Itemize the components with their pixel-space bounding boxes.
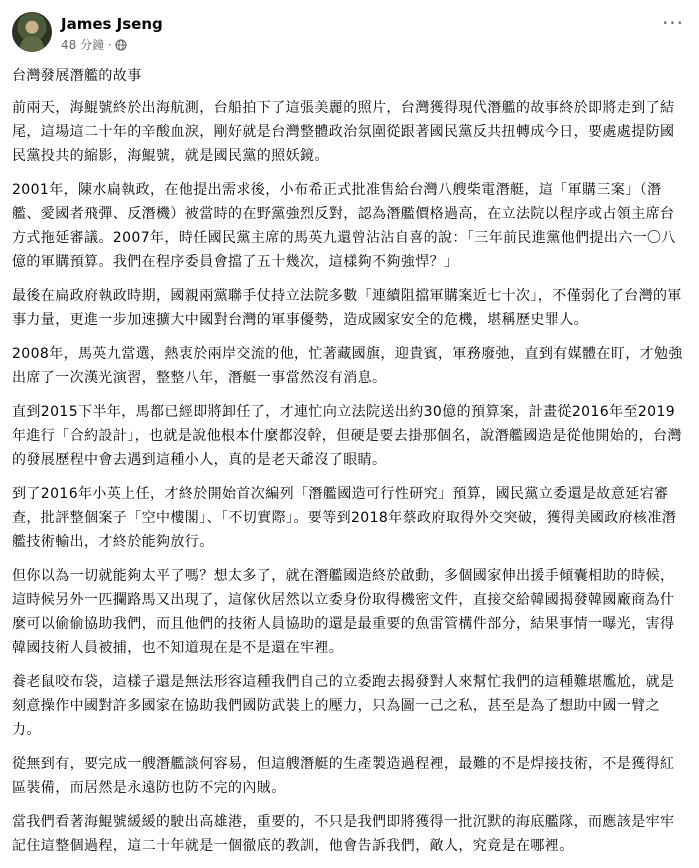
post-title: 台灣發展潛艦的故事	[12, 68, 142, 84]
post-paragraph: 從無到有，要完成一艘潛艦談何容易，但這艘潛艇的生產製造過程裡，最難的不是焊接技術，不是獲得紅區裝備，而居然是永遠防也防不完的內賊。	[12, 756, 675, 796]
post-timestamp[interactable]: 48 分鐘 ·	[61, 38, 112, 52]
post-paragraph: 前兩天，海鯤號終於出海航測，台船拍下了這張美麗的照片，台灣獲得現代潛艦的故事終於即將走到了結尾，這場這二十年的辛酸血淚，剛好就是台灣整體政治氛圍從跟著國民黨反共扭轉成今日，要處處提防國民黨投共的縮影，海鯤號，就是國民黨的照妖鏡。	[12, 100, 675, 164]
post-paragraph: 養老鼠咬布袋，這樣子還是無法形容這種我們自己的立委跑去揭發對人來幫忙我們的這種難堪尷尬，就是刻意操作中國對許多國家在協助我們國防武裝上的壓力，只為圖一己之私，甚至是為了想助中國一臂之力。	[12, 674, 675, 738]
more-options-icon[interactable]: ···	[661, 11, 685, 35]
post-paragraph: 直到2015下半年，馬都已經即將卸任了，才連忙向立法院送出約30億的預算案，計畫從2016年至2019年進行「合約設計」，也就是說他根本什麼都沒幹，但硬是要去掛那個名，說潛艦國造是從他開始的，台灣的發展歷程中會去遇到這種小人，真的是老天爺沒了眼睛。	[12, 404, 682, 468]
post-paragraph: 但你以為一切就能夠太平了嗎？想太多了，就在潛艦國造終於啟動，多個國家伸出援手傾囊相助的時候，這時候另外一匹攔路馬又出現了，這傢伙居然以立委身份取得機密文件，直接交給韓國揭發韓國廠商為什麼可以偷偷協助我們，而且他們的技術人員協助的還是最重要的魚雷管構件部分，結果事情一曝光，害得韓國技術人員被捕，也不知道現在是不是還在牢裡。	[12, 568, 675, 656]
post-paragraph: 2001年，陳水扁執政，在他提出需求後，小布希正式批准售給台灣八艘柴電潛艇，這「軍購三案」（潛艦、愛國者飛彈、反潛機）被當時的在野黨強烈反對，認為潛艦價格過高，在立法院以程序或占領主席台方式拖延審議。2007年，時任國民黨主席的馬英九還曾沾沾自喜的說：「三年前民進黨他們提出六一〇八億的軍購預算。我們在程序委員會擋了五十幾次，這樣夠不夠強悍？」	[12, 182, 676, 270]
post-paragraph: 當我們看著海鯤號緩緩的駛出高雄港，重要的，不只是我們即將獲得一批沉默的海底艦隊，而應該是牢牢記住這整個過程，這二十年就是一個徹底的教訓，他會告訴我們，敵人，究竟是在哪裡。	[12, 814, 675, 854]
post-header	[12, 12, 687, 56]
avatar[interactable]	[12, 12, 52, 52]
post-body	[12, 64, 687, 868]
post-meta	[61, 36, 127, 53]
post-paragraph: 最後在扁政府執政時期，國親兩黨聯手仗持立法院多數「連續阻擋軍購案近七十次」，不僅弱化了台灣的軍事力量，更進一步加速擴大中國對台灣的軍事優勢，造成國家安全的危機，堪稱歷史罪人。	[12, 288, 682, 328]
author-name[interactable]: James Jseng	[61, 15, 163, 33]
globe-icon[interactable]	[115, 39, 127, 51]
post-paragraph: 2008年，馬英九當選，熱衷於兩岸交流的他，忙著藏國旗，迎貴賓，軍務廢弛，直到有媒體在盯，才勉強出席了一次漢光演習，整整八年，潛艇一事當然沒有消息。	[12, 346, 683, 386]
post-paragraph: 到了2016年小英上任，才終於開始首次編列「潛艦國造可行性研究」預算，國民黨立委還是故意延宕審查，批評整個案子「空中樓閣」、「不切實際」。要等到2018年蔡政府取得外交突破，獲得美國政府核准潛艦技術輸出，才終於能夠放行。	[12, 486, 677, 550]
